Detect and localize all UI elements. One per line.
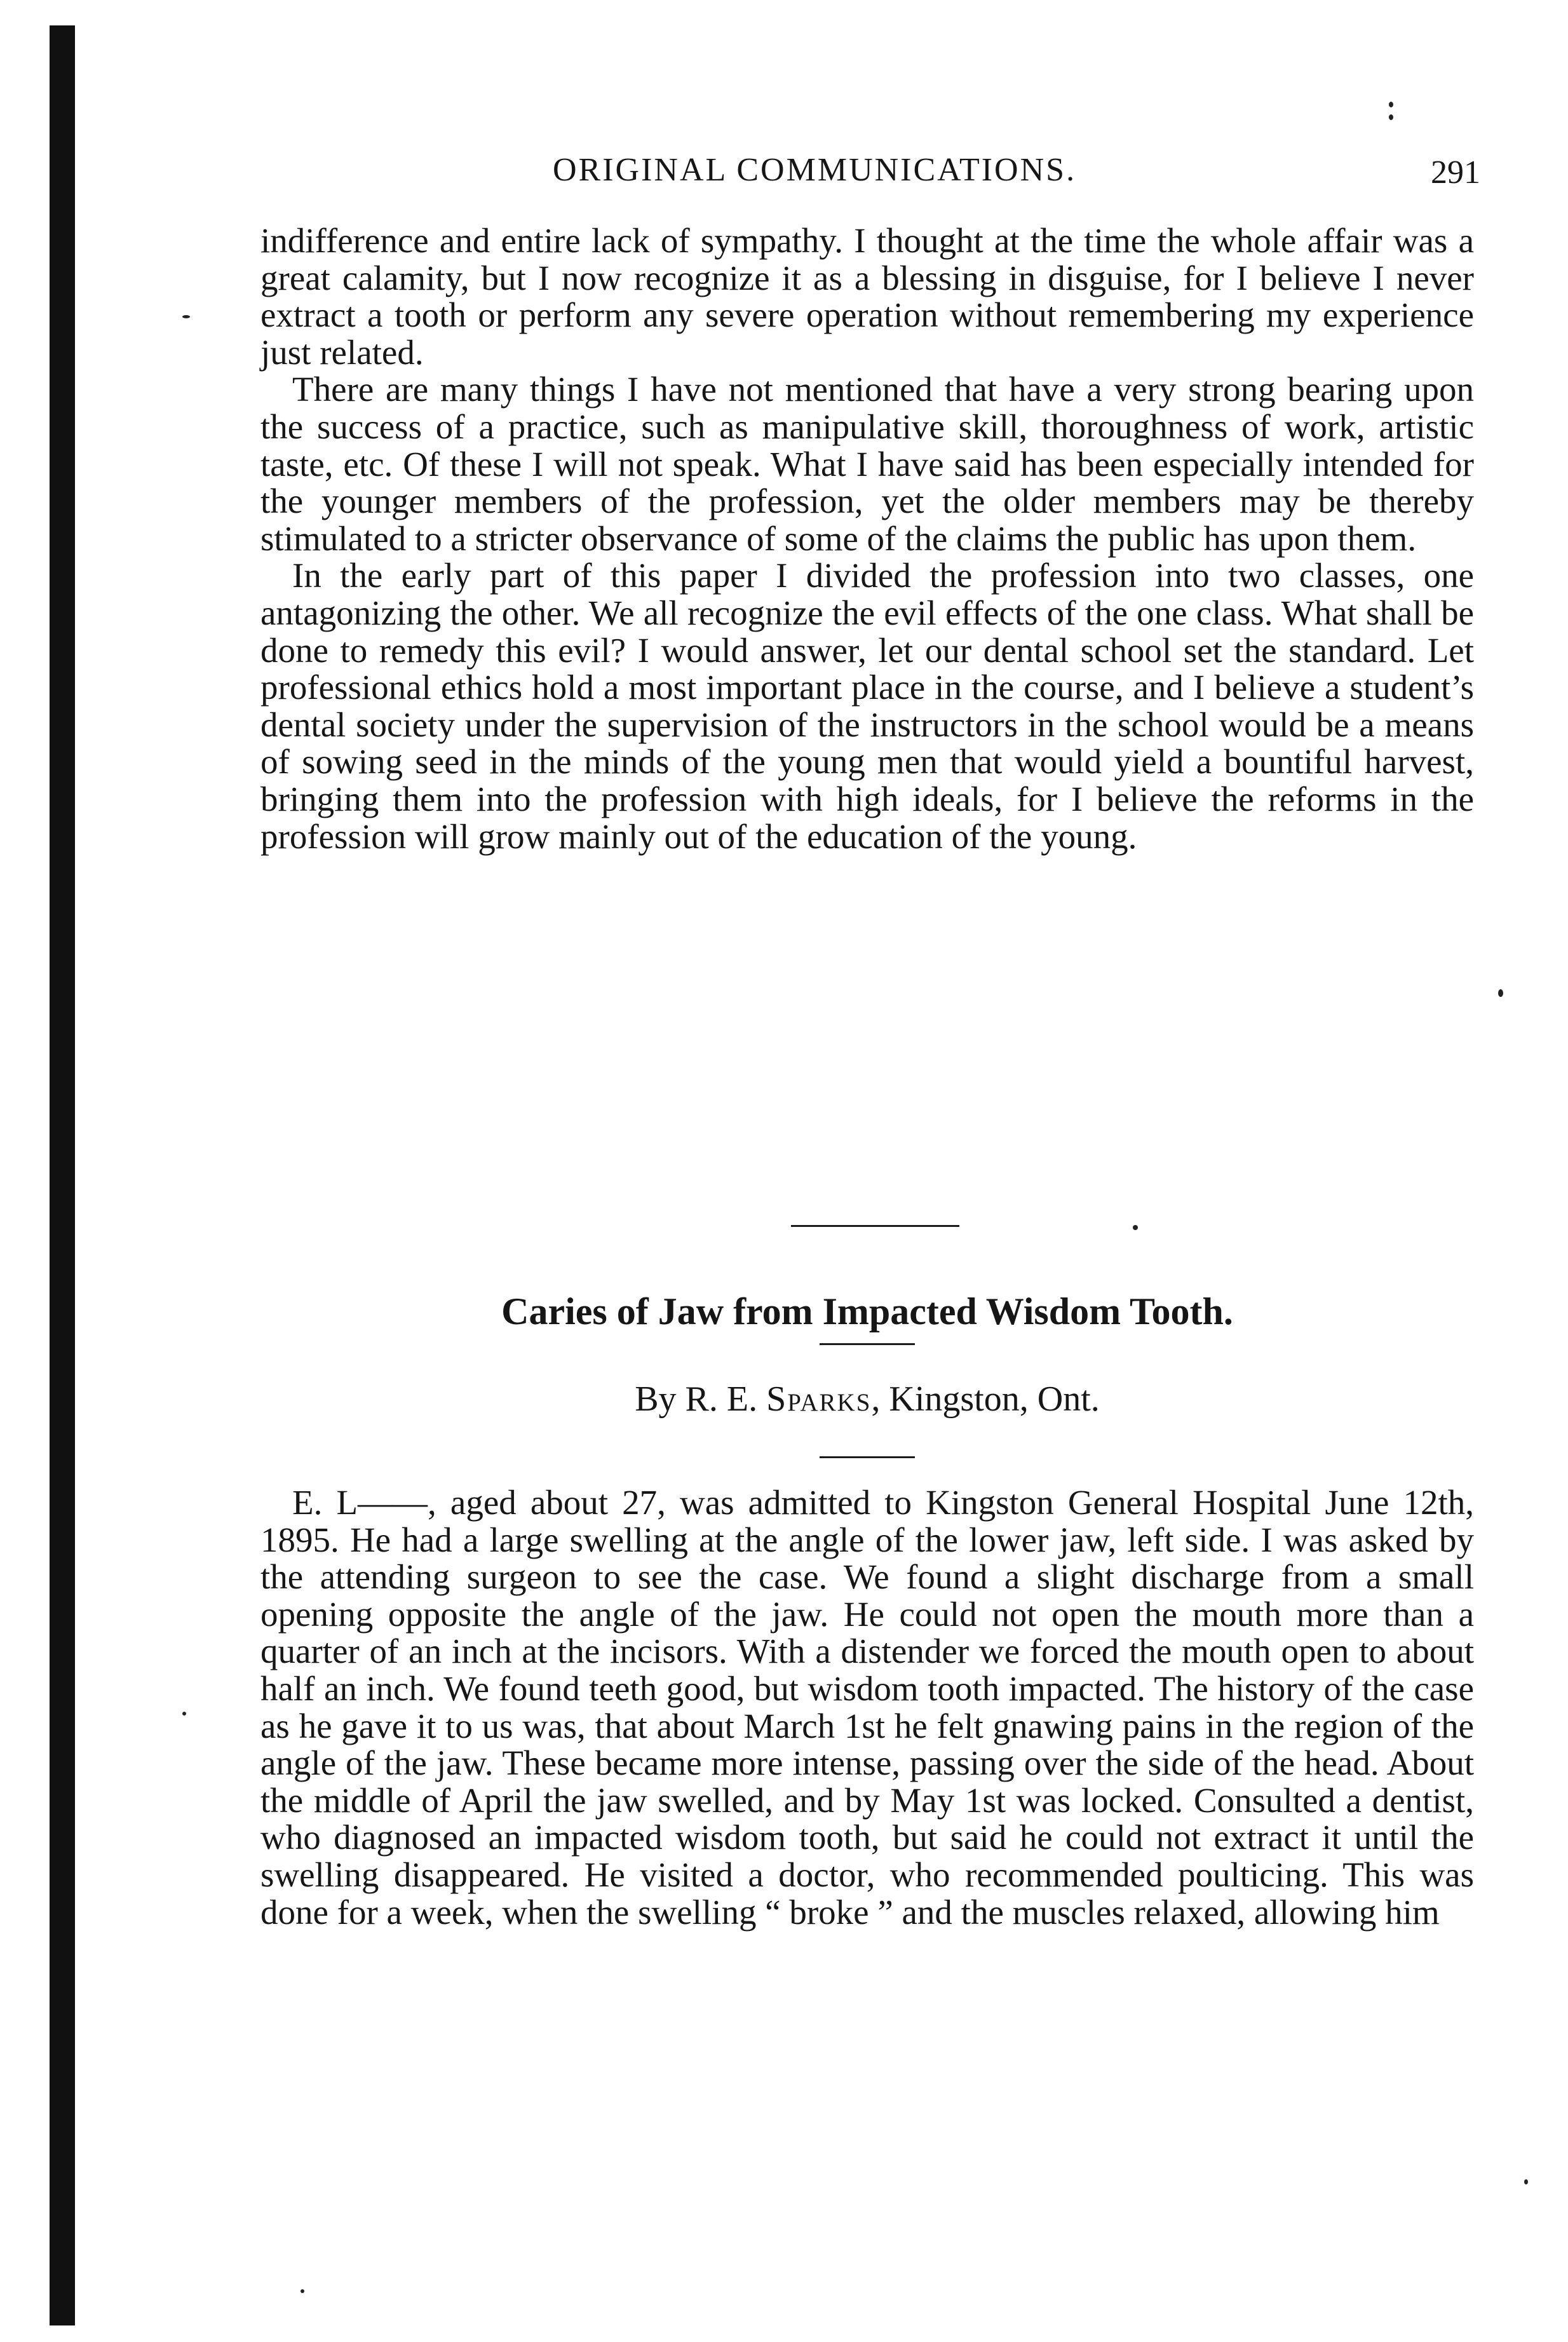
byline-prefix: By R. E. <box>635 1379 767 1419</box>
article-byline <box>260 1379 1474 1419</box>
print-speck <box>182 315 190 318</box>
article-body <box>260 1484 1474 1931</box>
byline-location: , Kingston, Ont. <box>871 1379 1100 1419</box>
paragraph: There are many things I have not mentioned that have a very strong bearing upon the success of a practice, such as manipulative skill, thoroughness of work, artistic taste, etc. Of these I will not speak. What I have said has been especially intended for the younger members of the profession, yet the older members may be thereby stimulated to a stricter observance of some of the claims the public has upon them. <box>260 370 1474 558</box>
title-rule <box>820 1343 915 1345</box>
print-speck <box>1389 114 1393 120</box>
page-number: 291 <box>1431 154 1480 191</box>
print-speck <box>182 1712 186 1716</box>
author-name: Sparks <box>766 1379 872 1419</box>
running-header <box>254 151 1480 196</box>
byline-rule <box>820 1456 915 1458</box>
running-title: ORIGINAL COMMUNICATIONS. <box>553 152 1077 188</box>
article-title: Caries of Jaw from Impacted Wisdom Tooth. <box>501 1290 1233 1332</box>
print-speck <box>1498 989 1503 997</box>
section-divider-rule <box>791 1225 959 1227</box>
page-binding-edge <box>50 25 75 2325</box>
print-speck <box>1133 1225 1138 1230</box>
paragraph: In the early part of this paper I divided the profession into two classes, one antagonizing the other. We all recognize the evil effects of the one class. What shall be done to remedy this evil? I would answer, let our dental school set the standard. Let professional ethics hold a most important place in the course, and I believe a student’s dental society under the supervision of the instructors in the school would be a means of sowing seed in the minds of the young men that would yield a bountiful harvest, bringing them into the profession with high ideals, for I believe the reforms in the profession will grow mainly out of the education of the young. <box>260 556 1474 856</box>
paragraph-continued: indifference and entire lack of sympathy. I thought at the time the whole affair was a great calamity, but I now recognize it as a blessing in disguise, for I believe I never extract a tooth or perform any severe operation without remembering my experience just related. <box>260 221 1474 372</box>
continued-article-text <box>260 222 1474 855</box>
print-speck <box>1389 102 1393 107</box>
paragraph: E. L——, aged about 27, was admitted to Kingston General Hospital June 12th, 1895. He had a large swelling at the angle of the lower jaw, left side. I was asked by the attending surgeon to see the case. We found a slight discharge from a small opening opposite the angle of the jaw. He could not open the mouth more than a quarter of an inch at the incisors. With a distender we forced the mouth open to about half an inch. We found teeth good, but wisdom tooth impacted. The history of the case as he gave it to us was, that about March 1st he felt gnawing pains in the region of the angle of the jaw. These became more intense, passing over the side of the head. About the middle of April the jaw swelled, and by May 1st was locked. Consulted a dentist, who diagnosed an impacted wisdom tooth, but said he could not extract it until the swelling disappeared. He visited a doctor, who recommended poulticing. This was done for a week, when the swelling “ broke ” and the muscles relaxed, allowing him <box>260 1483 1474 1932</box>
print-speck <box>1524 2179 1528 2184</box>
print-speck <box>301 2289 304 2293</box>
